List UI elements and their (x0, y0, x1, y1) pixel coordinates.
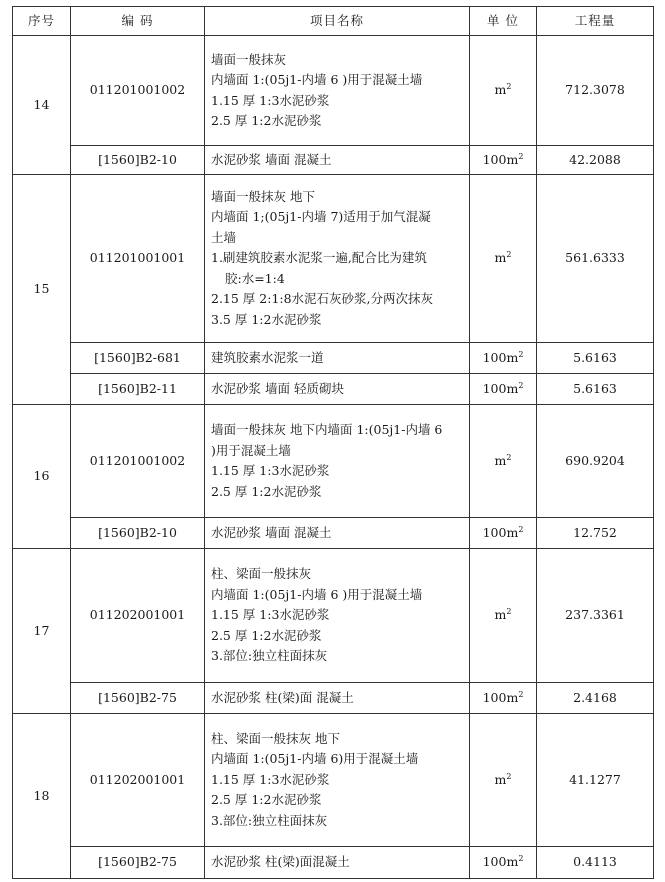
unit-base: 100m (482, 380, 519, 396)
unit-base: m (494, 607, 507, 623)
name-cell: 水泥砂浆 墙面 混凝土 (205, 518, 470, 549)
name-cell (205, 549, 470, 683)
unit-cell (470, 549, 537, 683)
seq-cell: 15 (13, 175, 71, 405)
header-row (13, 7, 654, 36)
unit-base: m (494, 82, 507, 98)
unit-base: 100m (482, 349, 519, 365)
table-body (13, 36, 654, 879)
qty-cell: 561.6333 (537, 175, 654, 343)
name-cell (205, 405, 470, 518)
unit-exponent: 2 (518, 380, 524, 390)
name-cell (205, 36, 470, 146)
table-row (13, 405, 654, 518)
code-cell: [1560]B2-75 (71, 683, 205, 714)
name-line: 2.5 厚 1:2水泥砂浆 (211, 627, 322, 643)
code-cell: [1560]B2-75 (71, 847, 205, 879)
name-line: 3.部位:独立柱面抹灰 (211, 648, 328, 664)
name-line: 土墙 (211, 229, 237, 245)
header-code: 编 码 (71, 7, 205, 36)
qty-cell: 237.3361 (537, 549, 654, 683)
unit-base: 100m (482, 151, 519, 167)
name-line: 内墙面 1;(05j1-内墙 7)适用于加气混凝 (211, 209, 431, 225)
name-line: 墙面一般抹灰 地下 (211, 188, 315, 204)
name-cell: 水泥砂浆 墙面 混凝土 (205, 146, 470, 175)
unit-exponent: 2 (518, 349, 524, 359)
seq-cell: 18 (13, 714, 71, 879)
code-cell: [1560]B2-10 (71, 146, 205, 175)
unit-exponent: 2 (506, 771, 512, 781)
code-cell: 011201001001 (71, 175, 205, 343)
unit-exponent: 2 (506, 607, 512, 617)
unit-cell (470, 374, 537, 405)
name-line: 2.15 厚 2:1:8水泥石灰砂浆,分两次抹灰 (211, 291, 434, 307)
code-cell: 011202001001 (71, 714, 205, 847)
unit-cell (470, 405, 537, 518)
name-line: 胶:水=1:4 (225, 270, 285, 286)
name-line: 柱、梁面一般抹灰 (211, 566, 312, 582)
seq-cell: 16 (13, 405, 71, 549)
unit-base: m (494, 452, 507, 468)
code-cell: 011201001002 (71, 36, 205, 146)
name-cell: 建筑胶素水泥浆一道 (205, 343, 470, 374)
qty-cell: 0.4113 (537, 847, 654, 879)
name-cell (205, 175, 470, 343)
name-line: 内墙面 1:(05j1-内墙 6 )用于混凝土墙 (211, 72, 423, 87)
code-cell: [1560]B2-11 (71, 374, 205, 405)
name-line: 1.刷建筑胶素水泥浆一遍,配合比为建筑 (211, 250, 427, 266)
name-line: 墙面一般抹灰 (211, 51, 287, 67)
unit-base: 100m (482, 524, 519, 540)
name-cell (205, 714, 470, 847)
seq-cell: 17 (13, 549, 71, 714)
qty-cell: 5.6163 (537, 374, 654, 405)
unit-cell (470, 683, 537, 714)
unit-base: m (494, 771, 507, 787)
name-line: 2.5 厚 1:2水泥砂浆 (211, 483, 322, 499)
qty-cell: 5.6163 (537, 343, 654, 374)
unit-cell (470, 847, 537, 879)
name-line: 1.15 厚 1:3水泥砂浆 (211, 92, 330, 108)
name-cell: 水泥砂浆 墙面 轻质砌块 (205, 374, 470, 405)
header-name: 项目名称 (205, 7, 470, 36)
unit-exponent: 2 (518, 524, 524, 534)
qty-cell: 41.1277 (537, 714, 654, 847)
table-row (13, 343, 654, 374)
header-unit: 单 位 (470, 7, 537, 36)
unit-exponent: 2 (518, 689, 524, 699)
unit-exponent: 2 (506, 250, 512, 260)
qty-cell: 42.2088 (537, 146, 654, 175)
unit-cell (470, 36, 537, 146)
header-qty: 工程量 (537, 7, 654, 36)
code-cell: 011201001002 (71, 405, 205, 518)
unit-exponent: 2 (506, 82, 512, 92)
unit-cell (470, 146, 537, 175)
name-line: 2.5 厚 1:2水泥砂浆 (211, 792, 322, 808)
name-line: 1.15 厚 1:3水泥砂浆 (211, 463, 330, 478)
code-cell: [1560]B2-10 (71, 518, 205, 549)
code-cell: 011202001001 (71, 549, 205, 683)
code-cell: [1560]B2-681 (71, 343, 205, 374)
name-line: 1.15 厚 1:3水泥砂浆 (211, 607, 330, 623)
table-row (13, 175, 654, 343)
qty-cell: 690.9204 (537, 405, 654, 518)
qty-cell: 2.4168 (537, 683, 654, 714)
unit-cell (470, 175, 537, 343)
seq-cell: 14 (13, 36, 71, 175)
name-line: 柱、梁面一般抹灰 地下 (211, 730, 340, 746)
table-row (13, 518, 654, 549)
name-line: )用于混凝土墙 (211, 442, 291, 458)
table-row (13, 683, 654, 714)
name-line: 2.5 厚 1:2水泥砂浆 (211, 113, 322, 128)
table-row (13, 36, 654, 146)
unit-cell (470, 714, 537, 847)
name-line: 墙面一般抹灰 地下内墙面 1:(05j1-内墙 6 (211, 422, 443, 437)
table-row (13, 374, 654, 405)
name-line: 内墙面 1:(05j1-内墙 6 )用于混凝土墙 (211, 586, 423, 602)
name-cell: 水泥砂浆 柱(梁)面混凝土 (205, 847, 470, 879)
name-line: 内墙面 1:(05j1-内墙 6)用于混凝土墙 (211, 751, 419, 767)
unit-cell (470, 518, 537, 549)
table-row (13, 549, 654, 683)
header-seq: 序号 (13, 7, 71, 36)
unit-cell (470, 343, 537, 374)
table-row (13, 146, 654, 175)
unit-exponent: 2 (518, 854, 524, 864)
table-row (13, 714, 654, 847)
unit-base: 100m (482, 854, 519, 870)
name-line: 1.15 厚 1:3水泥砂浆 (211, 771, 330, 787)
table-row (13, 847, 654, 879)
unit-exponent: 2 (506, 452, 512, 462)
unit-base: m (494, 250, 507, 266)
name-cell: 水泥砂浆 柱(梁)面 混凝土 (205, 683, 470, 714)
name-line: 3.部位:独立柱面抹灰 (211, 812, 328, 828)
qty-cell: 12.752 (537, 518, 654, 549)
quantity-table (12, 6, 654, 879)
name-line: 3.5 厚 1:2水泥砂浆 (211, 311, 322, 327)
unit-exponent: 2 (518, 151, 524, 161)
unit-base: 100m (482, 689, 519, 705)
qty-cell: 712.3078 (537, 36, 654, 146)
